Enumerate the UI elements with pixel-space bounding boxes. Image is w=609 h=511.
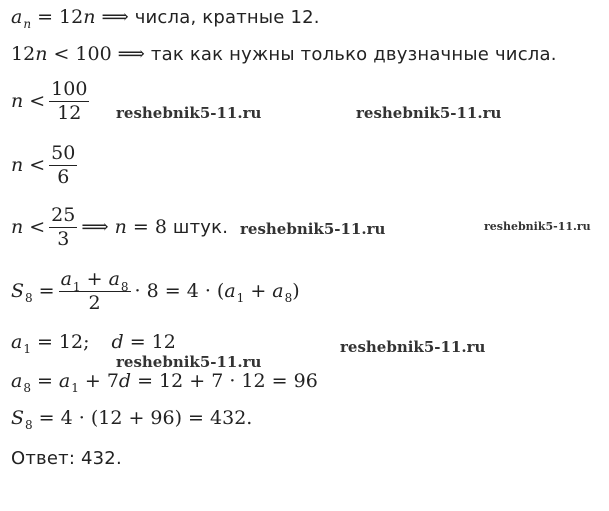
watermark: reshebnik5-11.ru <box>116 104 262 122</box>
implies-arrow: ⟹ <box>81 216 109 238</box>
line-1-text: числа, кратные 12. <box>134 6 320 28</box>
fraction <box>49 144 77 187</box>
line-6 <box>11 270 300 313</box>
fraction <box>49 206 77 249</box>
equals-12: = 12; <box>36 331 90 353</box>
less-than: < <box>29 90 46 112</box>
line-3 <box>11 80 93 123</box>
plus: + <box>86 268 103 290</box>
watermark: reshebnik5-11.ru <box>116 353 262 371</box>
implies-arrow: ⟹ <box>101 6 129 28</box>
d-equals-12: = 12 <box>129 331 176 353</box>
var-n: n <box>114 216 127 238</box>
numerator: 100 <box>51 78 88 100</box>
var-a: a <box>60 268 72 290</box>
watermark: reshebnik5-11.ru <box>340 338 486 356</box>
var-a: a <box>272 280 284 302</box>
line-9 <box>11 407 253 432</box>
plus-7: + 7 <box>84 370 119 392</box>
times-8-eq-4: · 8 = 4 · ( <box>134 280 225 302</box>
line-5 <box>11 206 228 249</box>
var-n: n <box>11 154 24 176</box>
var-n: n <box>35 43 48 65</box>
close-paren: ) <box>292 280 300 302</box>
line-4 <box>11 144 81 187</box>
computation: = 12 + 7 · 12 = 96 <box>137 370 318 392</box>
denominator: 3 <box>57 228 70 250</box>
numerator: 50 <box>51 142 76 164</box>
watermark: reshebnik5-11.ru <box>240 220 386 238</box>
less-than-100: < 100 <box>53 43 112 65</box>
denominator: 6 <box>57 166 70 188</box>
fraction <box>49 80 89 123</box>
numerator: 25 <box>51 204 76 226</box>
var-a: a <box>11 370 23 392</box>
var-S: S <box>11 407 25 429</box>
var-a: a <box>11 331 23 353</box>
var-a: a <box>11 6 23 28</box>
denominator: 2 <box>88 292 101 314</box>
subscript-1: 1 <box>236 290 245 305</box>
subscript-n: n <box>23 16 32 31</box>
line-7 <box>11 331 176 356</box>
var-d: d <box>111 331 124 353</box>
var-d: d <box>118 370 132 392</box>
watermark: reshebnik5-11.ru <box>356 104 502 122</box>
equals: = <box>38 280 55 302</box>
equals-8: = 8 <box>132 216 167 238</box>
var-n: n <box>11 216 24 238</box>
answer-text: Ответ: 432. <box>11 448 122 469</box>
var-a: a <box>108 268 120 290</box>
watermark: reshebnik5-11.ru <box>484 220 591 233</box>
equals-12: = 12 <box>37 6 84 28</box>
denominator: 12 <box>57 102 82 124</box>
subscript-8: 8 <box>25 417 33 432</box>
less-than: < <box>29 216 46 238</box>
subscript-1: 1 <box>23 341 31 356</box>
var-a: a <box>224 280 236 302</box>
line-2-text: так как нужны только двузначные числа. <box>150 43 557 65</box>
equals: = <box>36 370 53 392</box>
line-8 <box>11 370 318 395</box>
var-n: n <box>83 6 96 28</box>
coef-12: 12 <box>11 43 36 65</box>
sum-result: = 4 · (12 + 96) = 432. <box>38 407 253 429</box>
subscript-8: 8 <box>284 290 293 305</box>
var-n: n <box>11 90 24 112</box>
subscript-8: 8 <box>120 280 129 294</box>
plus: + <box>250 280 267 302</box>
line-5-text: штук. <box>172 216 229 238</box>
fraction <box>59 270 131 313</box>
answer-line <box>11 450 122 468</box>
line-2 <box>11 45 557 64</box>
subscript-8: 8 <box>25 290 33 305</box>
var-a: a <box>58 370 71 392</box>
less-than: < <box>29 154 46 176</box>
subscript-1: 1 <box>72 280 81 294</box>
implies-arrow: ⟹ <box>117 43 145 65</box>
numerator <box>59 268 131 294</box>
var-S: S <box>11 280 25 302</box>
subscript-8: 8 <box>23 380 31 395</box>
subscript-1: 1 <box>71 380 79 395</box>
line-1 <box>11 6 320 31</box>
